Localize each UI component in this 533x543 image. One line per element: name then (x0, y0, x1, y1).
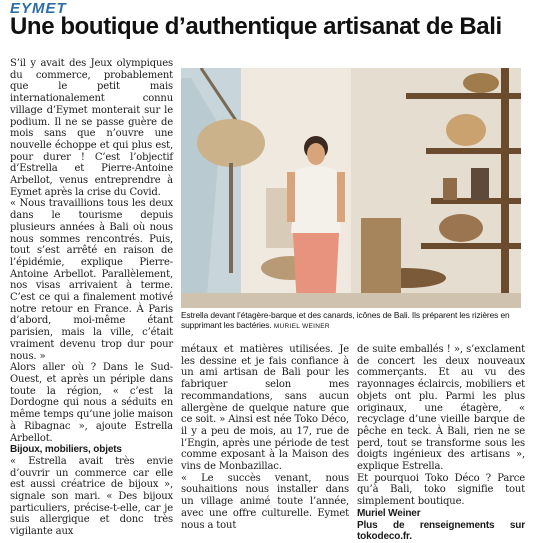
article-headline: Une boutique d’authentique artisanat de Bali (10, 13, 502, 40)
section-kicker: EYMET (10, 0, 67, 17)
article-subhead: Bijoux, mobiliers, objets (10, 444, 122, 456)
photo-credit: MURIEL WEINER (273, 323, 330, 330)
paragraph: S’il y avait des Jeux olympiques du commerce, probablement que le petit mais internationalement connu village d’Eymet monterait sur le podium. Il ne se passe guère de mois sans que n’ouvre une nouvelle échoppe et qui plus est, pour durer ! C’est l’objectif d’Estrella et Pierre-Antoine Arbellot, venus entreprendre à Eymet après la crise du Covid. (10, 58, 173, 198)
article-column-3 (357, 344, 525, 543)
paragraph: de suite emballés ! », s’exclament de concert les deux nouveaux commerçants. Et au vu des rayonnages éclaircis, mobiliers et objets ont plu. Parmi les plus originaux, une étagère, « recyclage d’une vieille barque de pêche en teck. À Bali, rien ne se perd, tout se transforme sous les doigts ingénieux des artisans », explique Estrella. (357, 344, 525, 473)
article-column-2 (181, 344, 349, 531)
paragraph: « Nous travaillions tous les deux dans le tourisme depuis plusieurs années à Bali où nous nous sommes rencontrés. Puis, tout s’est arrêté en raison de l’épidémie, explique Pierre-Antoine Arbellot. Parallèlement, nos visas arrivaient à terme. C’est ce qui a finalement motivé notre retour en France. À Paris d’abord, moi-même étant parisien, mais la ville, c’était vraiment devenu trop dur pour nous. » (10, 198, 173, 362)
caption-text: Estrella devant l’étagère-barque et des canards, icônes de Bali. Ils préparent les rizières en supprimant les bactéries. (181, 310, 510, 330)
article-column-1 (10, 58, 173, 538)
more-info-footer: Plus de renseignements sur tokodeco.fr. (357, 519, 525, 543)
paragraph: métaux et matières utilisées. Je les dessine et je fais confiance à un ami artisan de Bali pour les fabriquer selon mes recommandations, sans aucun allergène de quelque nature que ce soit. » Ainsi est née Toko Déco, il y a peu de mois, au 17, rue de l’Engin, après une période de test comme exposant à la Maison des vins de Monbazillac. (181, 344, 349, 473)
author-signature: Muriel Weiner (357, 507, 421, 519)
photo-caption (181, 310, 523, 332)
paragraph: « Le succès venant, nous souhaitions nous installer dans un village animé toute l’année, avec une offre culturelle. Eymet nous a tout (181, 472, 349, 531)
paragraph: Alors aller où ? Dans le Sud-Ouest, et après un périple dans toute la région, « c’est la Dordogne qui nous a séduits en même temps qu’une jolie maison à Ribagnac », ajoute Estrella Arbellot. (10, 362, 173, 444)
paragraph: « Estrella avait très envie d’ouvrir un commerce car elle est aussi créatrice de bijoux », signale son mari. « Des bijoux particuliers, précise-t-elle, car je suis allergique et donc très vigilante aux (10, 455, 173, 538)
paragraph: Et pourquoi Toko Déco ? Parce qu’à Bali, toko signifie tout simplement boutique. (357, 472, 525, 508)
article-photo (181, 68, 521, 308)
